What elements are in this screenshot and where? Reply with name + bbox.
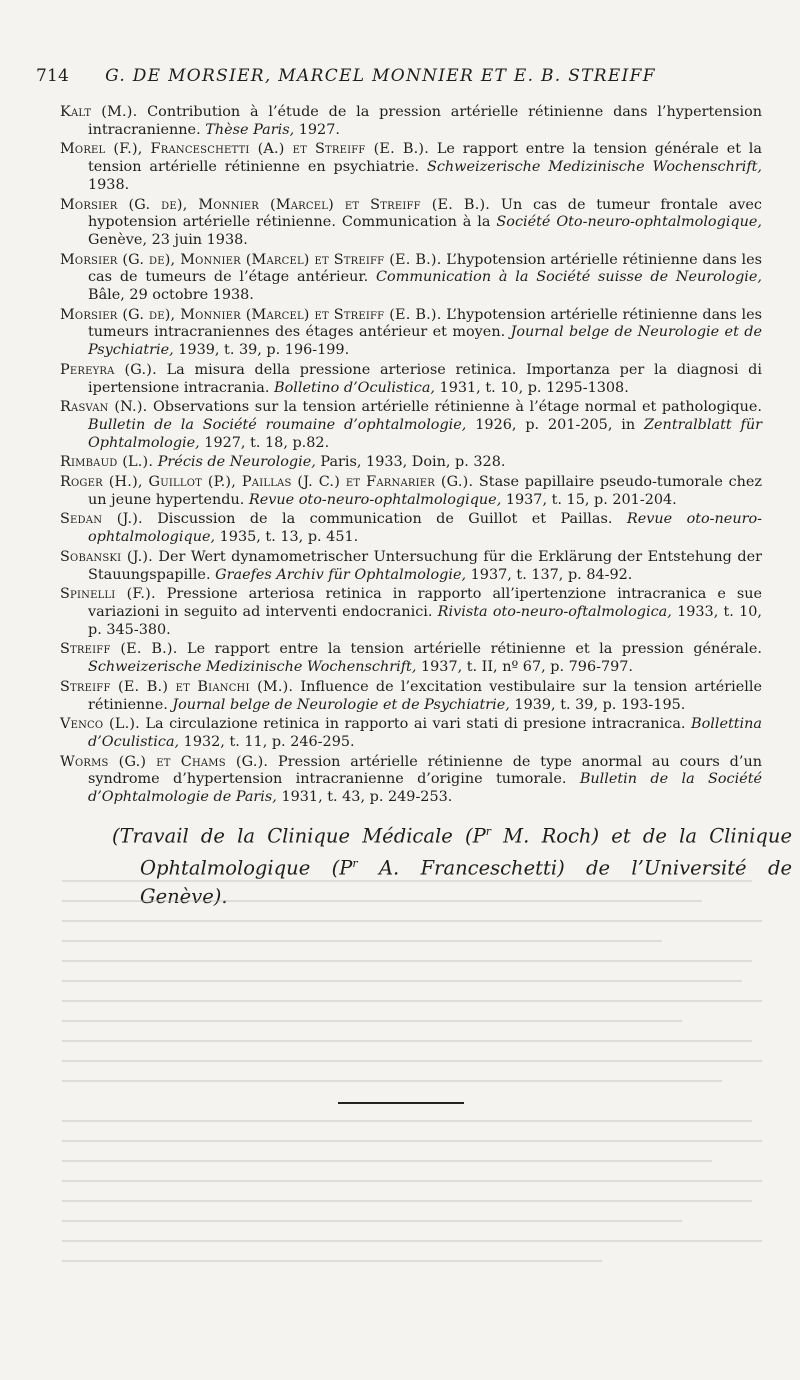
reference-text: Observations sur la tension artérielle rétinienne à l’étage normal et pathologique. [147,399,762,416]
reference-text: L’hypotension artérielle rétinienne dans les tumeurs intracraniennes des étages antérieur et moyen. [88,306,762,341]
reference-venue: Revue oto-neuro-ophtalmologique, [88,511,763,546]
reference-venue: Bollettina d’Oculistica, [88,716,762,750]
reference-entry [60,586,762,639]
reference-text: La misura della pressione arteriose retinica. Importanza per la diagnosi di ipertensione intracrania. [88,361,762,396]
reference-authors: Streiff (E. B.) et Bianchi (M.). [60,678,294,695]
reference-entry [60,454,762,472]
reference-venue: Précis de Neurologie, [157,454,316,471]
end-rule [338,1102,464,1104]
reference-text: Discussion de la communication de Guillot et Paillas. [142,511,627,528]
reference-entry [60,197,762,250]
running-title: G. DE MORSIER, MARCEL MONNIER ET E. B. STREIFF [105,66,656,86]
reference-authors: Roger (H.), Guillot (P.), Paillas (J. C.) et Farnarier (G.). [60,474,474,491]
reference-venue: Schweizerische Medizinische Wochenschrift, [88,659,417,676]
reference-entry [60,362,762,397]
reference-authors: Sobanski (J.). [60,548,153,565]
reference-entry [60,641,762,676]
reference-tail: 1937, t. II, nº 67, p. 796-797. [416,659,634,676]
reference-entry [60,679,762,714]
reference-entry [60,104,762,139]
reference-entry [60,474,762,509]
reference-authors: Venco (L.). [60,716,140,733]
reference-authors: Kalt (M.). [60,104,138,120]
page-number: 714 [36,66,70,86]
institution-note-part: M. Roch) et de la Clinique Ophtalmologique (P [140,824,792,880]
reference-authors: Morsier (G. de), Monnier (Marcel) et Streiff (E. B.). [60,306,442,323]
reference-entry [60,307,762,360]
reference-tail: 1927. [294,121,340,138]
reference-venue: Rivista oto-neuro-oftalmologica, [437,603,672,620]
reference-text: Pressione arteriosa retinica in rapporto all’ipertenzione intracranica e sue variazioni in seguito ad interventi endocranici. [88,586,762,620]
reference-tail: Paris, 1933, Doin, p. 328. [315,454,506,471]
reference-authors: Rimbaud (L.). [60,454,154,471]
reference-venue: Thèse Paris, [205,121,295,138]
reference-entry [60,511,762,546]
reference-authors: Rasvan (N.). [60,399,148,416]
reference-text: L’hypotension artérielle rétinienne dans les cas de tumeurs de l’étage antérieur. [88,251,762,286]
reference-authors: Streiff (E. B.). [60,641,178,658]
reference-tail: 1935, t. 13, p. 451. [215,529,359,546]
reference-tail: 1938. [88,176,130,193]
reference-text: Un cas de tumeur frontale avec hypotension artérielle rétinienne. Communication à la [88,196,762,231]
reference-entry [60,141,762,194]
reference-venue: Revue oto-neuro-ophtalmologique, [248,491,502,508]
reference-text: Le rapport entre la tension générale et la tension artérielle rétinienne en psychiatrie. [88,141,762,176]
reference-authors: Morel (F.), Franceschetti (A.) et Streiff (E. B.). [60,141,430,158]
reference-venue: Bolletino d’Oculistica, [274,379,435,396]
reference-entry [60,549,762,584]
reference-authors: Morsier (G. de), Monnier (Marcel) et Streiff (E. B.). [60,196,491,213]
reference-tail: Genève, 23 juin 1938. [88,231,248,248]
reference-text: Contribution à l’étude de la pression artérielle rétinienne dans l’hypertension intracranienne. [88,104,762,138]
reference-authors: Spinelli (F.). [60,586,156,603]
reference-tail: 1931, t. 43, p. 249-253. [276,789,453,806]
institution-note-part: (Travail de la Clinique Médicale (P [112,824,486,847]
reference-venue: Journal belge de Neurologie et de Psychiatrie, [172,696,510,713]
reference-text: Le rapport entre la tension artérielle rétinienne et la pression générale. [177,641,762,658]
reference-entry [60,399,762,452]
reference-venue: Société Oto-neuro-ophtalmologique, [496,214,762,231]
reference-authors: Pereyra (G.). [60,361,157,378]
reference-text: Der Wert dynamometrischer Untersuchung für die Erklärung der Entstehung der Stauungspapille. [88,548,762,583]
superscript: r [485,824,491,838]
reference-venue: Graefes Archiv für Ophtalmologie, [215,566,467,583]
reference-entry [60,716,762,751]
reference-tail: 1926, p. 201-205, in [466,416,645,433]
reference-entry [60,252,762,305]
reference-venue: Communication à la Société suisse de Neurologie, [376,269,762,286]
reference-venue: Bulletin de la Société d’Ophtalmologie de Paris, [88,771,762,806]
superscript: r [352,857,358,870]
reference-authors: Sedan (J.). [60,511,143,528]
reference-tail: Bâle, 29 octobre 1938. [88,287,254,304]
reference-text: Stase papillaire pseudo-tumorale chez un jeune hypertendu. [88,474,762,508]
reference-tail: 1932, t. 11, p. 246-295. [179,733,355,750]
institution-note-part: A. Franceschetti) de l’Université de Genève). [140,856,792,908]
page-header [36,66,766,86]
reference-tail: 1939, t. 39, p. 193-195. [509,696,686,713]
institution-note [112,818,792,911]
reference-tail: 1937, t. 137, p. 84-92. [466,566,633,583]
reference-text: La circulazione retinica in rapporto ai vari stati di presione intracranica. [139,716,692,733]
reference-tail: 1931, t. 10, p. 1295-1308. [434,379,629,396]
reference-text: Influence de l’excitation vestibulaire sur la tension artérielle rétinienne. [88,678,762,713]
reference-tail: 1937, t. 15, p. 201-204. [501,491,677,508]
reference-venue: Schweizerische Medizinische Wochenschrift, [426,159,762,176]
reference-venue-secondary: Zentralblatt für Ophtalmologie, [88,416,762,451]
reference-tail: 1933, t. 10, p. 345-380. [88,603,762,638]
reference-authors: Morsier (G. de), Monnier (Marcel) et Streiff (E. B.). [60,251,442,268]
reference-text: Pression artérielle rétinienne de type anormal au cours d’un syndrome d’hypertension intracranienne d’origine tumorale. [88,753,762,788]
reference-venue: Bulletin de la Société roumaine d’ophtalmologie, [88,416,467,433]
reference-tail-secondary: 1927, t. 18, p.82. [199,434,330,451]
reference-tail: 1939, t. 39, p. 196-199. [173,342,350,359]
reference-entry [60,754,762,807]
reference-authors: Worms (G.) et Chams (G.). [60,753,269,770]
reference-venue: Journal belge de Neurologie et de Psychiatrie, [88,324,762,359]
reference-list [60,104,762,809]
